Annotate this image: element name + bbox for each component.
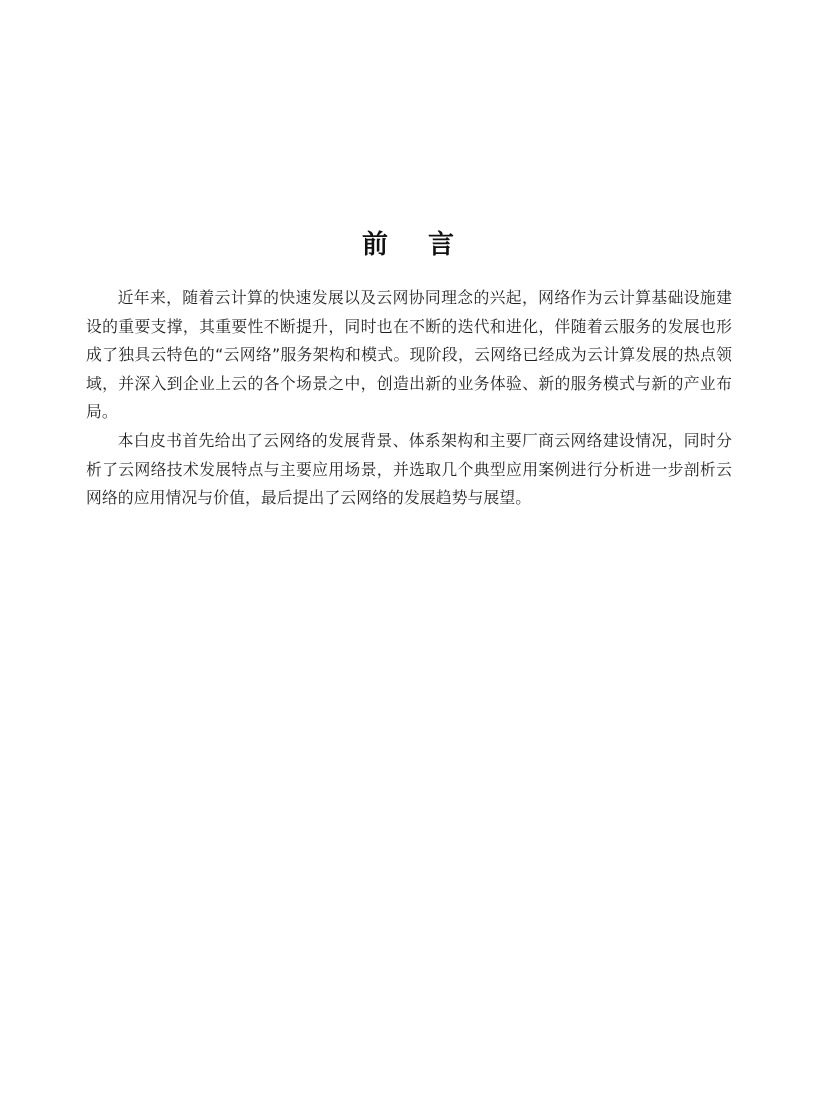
paragraph-summary: 本白皮书首先给出了云网络的发展背景、体系架构和主要厂商云网络建设情况，同时分析了云网络技术发展特点与主要应用场景，并选取几个典型应用案例进行分析进一步剖析云网络的应用情况与价值，最后提出了云网络的发展趋势与展望。 [86, 430, 732, 508]
preface-body [86, 284, 732, 513]
paragraph-intro: 近年来，随着云计算的快速发展以及云网协同理念的兴起，网络作为云计算基础设施建设的重要支撑，其重要性不断提升，同时也在不断的迭代和进化，伴随着云服务的发展也形成了独具云特色的“云网络”服务架构和模式。现阶段，云网络已经成为云计算发展的热点领域，并深入到企业上云的各个场景之中，创造出新的业务体验、新的服务模式与新的产业布局。 [86, 288, 732, 422]
page-title: 前言 [361, 230, 494, 261]
